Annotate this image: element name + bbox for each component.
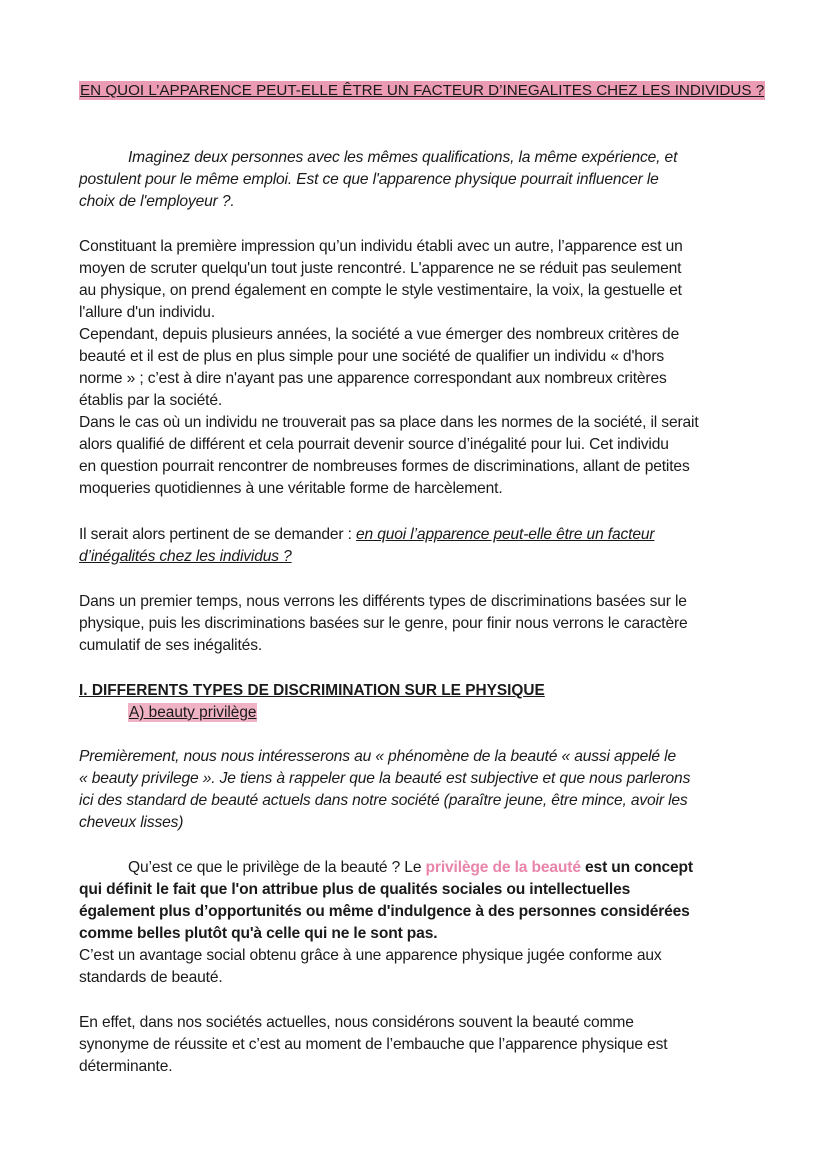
plan-paragraph [79,591,759,657]
problematique-lead: Il serait alors pertinent de se demander : [79,526,356,543]
paragraph-line: déterminante. [79,1058,173,1075]
definition-bold: est un concept [580,859,693,876]
intro-line: Imaginez deux personnes avec les mêmes qualifications, la même expérience, et [128,149,678,166]
paragraph-line: l'allure d'un individu. [79,304,216,321]
paragraph-line: Dans un premier temps, nous verrons les différents types de discriminations basées sur le [79,593,687,610]
paragraph-line: physique, puis les discriminations basées sur le genre, pour finir nous verrons le caractère [79,615,688,632]
paragraph-line: moqueries quotidiennes à une véritable forme de harcèlement. [79,480,503,497]
paragraph-line: au physique, on prend également en compte le style vestimentaire, la voix, la gestuelle et [79,282,682,299]
section-heading: I. DIFFERENTS TYPES DE DISCRIMINATION SUR LE PHYSIQUE [79,682,545,699]
problematique-question: d’inégalités chez les individus ? [79,548,292,565]
paragraph-inequality [79,412,759,500]
definition-bold: qui définit le fait que l'on attribue plus de qualités sociales ou intellectuelles [79,881,631,898]
document-title [79,80,765,102]
paragraph-line: établis par la société. [79,392,223,409]
intro-line: postulent pour le même emploi. Est ce que l'apparence physique pourrait influencer le [79,171,659,188]
paragraph-beauty-criteria [79,324,759,412]
paragraph-line: En effet, dans nos sociétés actuelles, nous considérons souvent la beauté comme [79,1014,634,1031]
paragraph-line: synonyme de réussite et c’est au moment de l’embauche que l’apparence physique est [79,1036,668,1053]
definition-paragraph [79,857,759,989]
problematique-question: en quoi l’apparence peut-elle être un facteur [356,526,655,543]
definition-bold: comme belles plutôt qu'à celle qui ne le sont pas. [79,925,438,942]
paragraph-line: cheveux lisses) [79,814,184,831]
paragraph-line: standards de beauté. [79,969,223,986]
definition-bold: également plus d’opportunités ou même d'indulgence à des personnes considérées [79,903,690,920]
paragraph-line: Constituant la première impression qu’un individu établi avec un autre, l’apparence est un [79,238,683,255]
definition-lead: Qu’est ce que le privilège de la beauté ? Le [128,859,426,876]
paragraph-line: ici des standard de beauté actuels dans notre société (paraître jeune, être mince, avoir les [79,792,688,809]
paragraph-first-impression [79,236,759,324]
paragraph-line: beauté et il est de plus en plus simple pour une société de qualifier un individu « d'hors [79,348,665,365]
intro-line: choix de l'employeur ?. [79,193,235,210]
paragraph-line: Premièrement, nous nous intéresserons au « phénomène de la beauté « aussi appelé le [79,748,676,765]
paragraph-line: C’est un avantage social obtenu grâce à une apparence physique jugée conforme aux [79,947,662,964]
paragraph-line: Cependant, depuis plusieurs années, la société a vue émerger des nombreux critères de [79,326,680,343]
paragraph-line: Dans le cas où un individu ne trouverait pas sa place dans les normes de la société, il serait [79,414,699,431]
subsection-heading [128,702,257,724]
paragraph-line: cumulatif de ses inégalités. [79,637,263,654]
subheading-highlight: A) beauty privilège [129,704,257,721]
paragraph-line: « beauty privilege ». Je tiens à rappeler que la beauté est subjective et que nous parlerons [79,770,691,787]
section-intro [79,746,759,834]
paragraph-line: moyen de scruter quelqu'un tout juste rencontré. L'apparence ne se réduit pas seulement [79,260,682,277]
paragraph-final [79,1012,759,1078]
paragraph-line: alors qualifié de différent et cela pourrait devenir source d’inégalité pour lui. Cet individu [79,436,669,453]
paragraph-line: en question pourrait rencontrer de nombreuses formes de discriminations, allant de petites [79,458,690,475]
highlighted-term: privilège de la beauté [425,859,581,876]
problematique [79,524,759,568]
intro-hook [79,147,759,213]
title-highlight: EN QUOI L’APPARENCE PEUT-ELLE ÊTRE UN FACTEUR D’INEGALITES CHEZ LES INDIVIDUS ? [80,82,765,99]
paragraph-line: norme » ; c’est à dire n'ayant pas une apparence correspondant aux nombreux critères [79,370,667,387]
